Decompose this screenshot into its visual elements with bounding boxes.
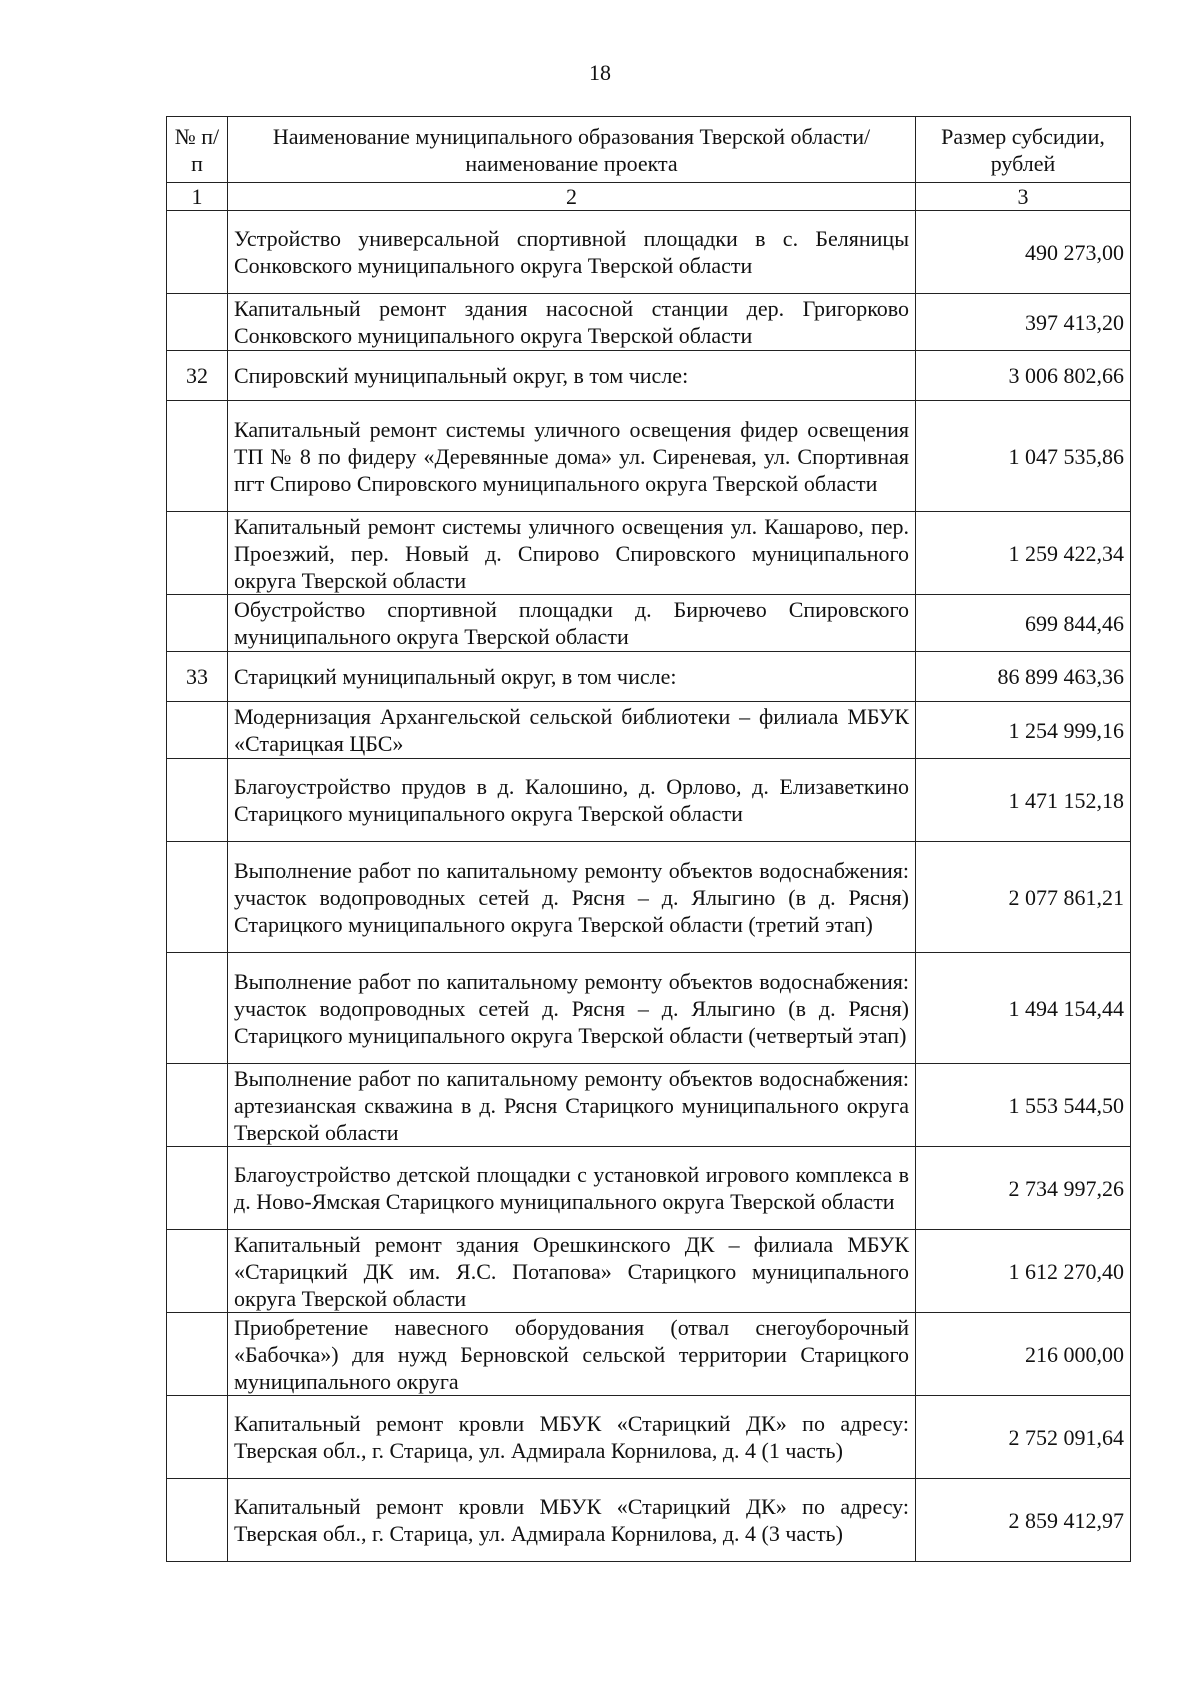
row-name: Обустройство спортивной площадки д. Бирючево Спировского муниципального округа Тверской области (228, 595, 916, 652)
row-amount: 397 413,20 (916, 294, 1131, 351)
subsidy-table (166, 116, 1131, 1562)
row-number (167, 702, 228, 759)
header-number: № п/п (167, 117, 228, 183)
row-amount: 86 899 463,36 (916, 652, 1131, 702)
row-number (167, 595, 228, 652)
row-amount: 2 734 997,26 (916, 1147, 1131, 1230)
row-name: Благоустройство прудов в д. Калошино, д. Орлово, д. Елизаветкино Старицкого муниципального округа Тверской области (228, 759, 916, 842)
row-name: Выполнение работ по капитальному ремонту объектов водоснабжения: участок водопроводных сетей д. Рясня – д. Ялыгино (в д. Рясня) Старицкого муниципального округа Тверской области (третий этап) (228, 842, 916, 953)
project-row (167, 211, 1131, 294)
row-name: Благоустройство детской площадки с установкой игрового комплекса в д. Ново-Ямская Старицкого муниципального округа Тверской области (228, 1147, 916, 1230)
row-number (167, 1313, 228, 1396)
project-row (167, 702, 1131, 759)
row-number: 33 (167, 652, 228, 702)
project-row (167, 1147, 1131, 1230)
project-row (167, 512, 1131, 595)
row-number (167, 1479, 228, 1562)
row-number (167, 1064, 228, 1147)
row-amount: 1 494 154,44 (916, 953, 1131, 1064)
row-number (167, 211, 228, 294)
row-amount: 1 254 999,16 (916, 702, 1131, 759)
row-amount: 699 844,46 (916, 595, 1131, 652)
project-row (167, 1230, 1131, 1313)
header-name: Наименование муниципального образования Тверской области/наименование проекта (228, 117, 916, 183)
row-amount: 490 273,00 (916, 211, 1131, 294)
row-name: Капитальный ремонт здания Орешкинского ДК – филиала МБУК «Старицкий ДК им. Я.С. Потапова» Старицкого муниципального округа Тверской области (228, 1230, 916, 1313)
row-number (167, 401, 228, 512)
row-number: 32 (167, 351, 228, 401)
row-number (167, 1147, 228, 1230)
project-row (167, 401, 1131, 512)
row-name: Старицкий муниципальный округ, в том числе: (228, 652, 916, 702)
row-number (167, 1230, 228, 1313)
row-name: Устройство универсальной спортивной площадки в с. Беляницы Сонковского муниципального округа Тверской области (228, 211, 916, 294)
row-name: Выполнение работ по капитальному ремонту объектов водоснабжения: артезианская скважина в д. Рясня Старицкого муниципального округа Тверской области (228, 1064, 916, 1147)
row-name: Капитальный ремонт кровли МБУК «Старицкий ДК» по адресу: Тверская обл., г. Старица, ул. Адмирала Корнилова, д. 4 (3 часть) (228, 1479, 916, 1562)
row-amount: 1 259 422,34 (916, 512, 1131, 595)
row-amount: 3 006 802,66 (916, 351, 1131, 401)
column-index: 1 (167, 183, 228, 211)
project-row (167, 1396, 1131, 1479)
project-row (167, 1064, 1131, 1147)
project-row (167, 1479, 1131, 1562)
row-amount: 1 047 535,86 (916, 401, 1131, 512)
page-number: 18 (589, 60, 611, 85)
project-row (167, 595, 1131, 652)
row-name: Капитальный ремонт здания насосной станции дер. Григорково Сонковского муниципального округа Тверской области (228, 294, 916, 351)
row-amount: 1 553 544,50 (916, 1064, 1131, 1147)
table-header-row (167, 117, 1131, 183)
row-name: Приобретение навесного оборудования (отвал снегоуборочный «Бабочка») для нужд Берновской сельской территории Старицкого муниципального округа (228, 1313, 916, 1396)
row-amount: 216 000,00 (916, 1313, 1131, 1396)
column-index: 2 (228, 183, 916, 211)
row-amount: 2 752 091,64 (916, 1396, 1131, 1479)
row-amount: 2 077 861,21 (916, 842, 1131, 953)
table-body (167, 211, 1131, 1562)
row-number (167, 953, 228, 1064)
row-number (167, 1396, 228, 1479)
column-index: 3 (916, 183, 1131, 211)
header-amount: Размер субсидии, рублей (916, 117, 1131, 183)
district-row (167, 652, 1131, 702)
row-number (167, 759, 228, 842)
row-amount: 1 612 270,40 (916, 1230, 1131, 1313)
district-row (167, 351, 1131, 401)
row-amount: 1 471 152,18 (916, 759, 1131, 842)
row-name: Модернизация Архангельской сельской библиотеки – филиала МБУК «Старицкая ЦБС» (228, 702, 916, 759)
project-row (167, 953, 1131, 1064)
project-row (167, 759, 1131, 842)
row-name: Спировский муниципальный округ, в том числе: (228, 351, 916, 401)
row-number (167, 842, 228, 953)
column-index-row (167, 183, 1131, 211)
row-name: Капитальный ремонт системы уличного освещения фидер освещения ТП № 8 по фидеру «Деревянные дома» ул. Сиреневая, ул. Спортивная пгт Спирово Спировского муниципального округа Тверской области (228, 401, 916, 512)
project-row (167, 294, 1131, 351)
project-row (167, 1313, 1131, 1396)
row-name: Выполнение работ по капитальному ремонту объектов водоснабжения: участок водопроводных сетей д. Рясня – д. Ялыгино (в д. Рясня) Старицкого муниципального округа Тверской области (четвертый этап) (228, 953, 916, 1064)
row-number (167, 294, 228, 351)
project-row (167, 842, 1131, 953)
row-amount: 2 859 412,97 (916, 1479, 1131, 1562)
row-number (167, 512, 228, 595)
row-name: Капитальный ремонт кровли МБУК «Старицкий ДК» по адресу: Тверская обл., г. Старица, ул. Адмирала Корнилова, д. 4 (1 часть) (228, 1396, 916, 1479)
row-name: Капитальный ремонт системы уличного освещения ул. Кашарово, пер. Проезжий, пер. Новый д. Спирово Спировского муниципального округа Тверской области (228, 512, 916, 595)
